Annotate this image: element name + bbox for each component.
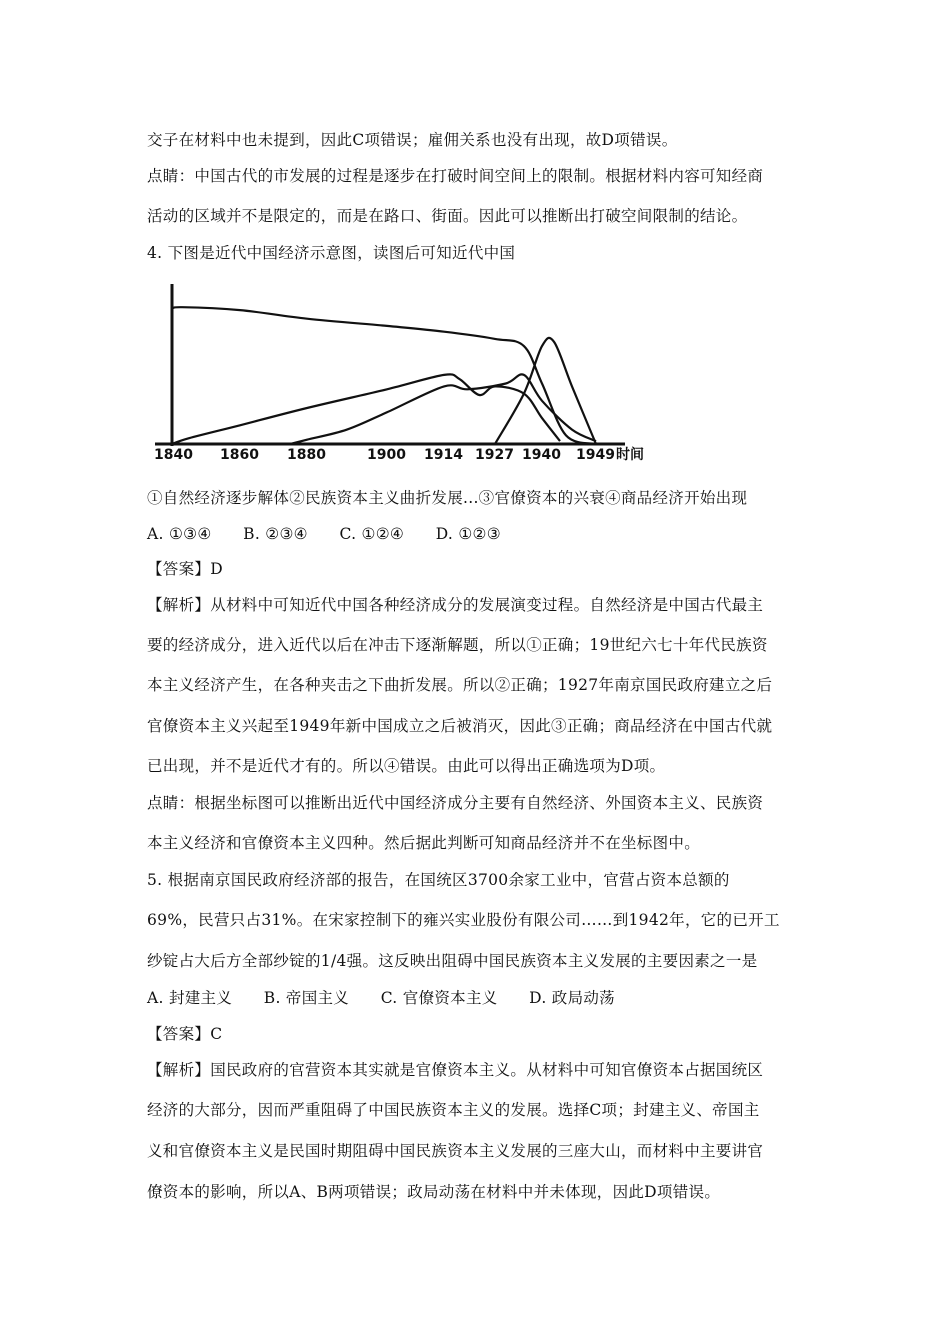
question-4-stem: 4. 下图是近代中国经济示意图，读图后可知近代中国 [147,244,516,262]
series-line-3 [290,374,596,444]
x-tick-label: 1860 [220,447,259,463]
analysis-text: 【解析】从材料中可知近代中国各种经济成分的发展演变过程。自然经济是中国古代最主 [147,596,764,614]
x-tick-label: 1949 [576,447,615,463]
analysis-text: 已出现，并不是近代才有的。所以④错误。由此可以得出正确选项为D项。 [147,757,666,775]
question-5-stem: 5. 根据南京国民政府经济部的报告，在国统区3700余家工业中，官营占资本总额的 [147,871,730,889]
text-line: 活动的区域并不是限定的，而是在路口、街面。因此可以推断出打破空间限制的结论。 [147,207,748,225]
question-4-statements: ①自然经济逐步解体②民族资本主义曲折发展...③官僚资本的兴衰④商品经济开始出现 [147,489,748,507]
series-line-1 [172,307,596,444]
text-line: 点睛：中国古代的市发展的过程是逐步在打破时间空间上的限制。根据材料内容可知经商 [147,167,764,185]
tip-text: 本主义经济和官僚资本主义四种。然后据此判断可知商品经济并不在坐标图中。 [147,834,701,852]
answer-label: 【答案】D [147,560,223,578]
x-tick-label: 1840 [154,447,193,463]
x-tick-label: 1940 [522,447,561,463]
analysis-text: 本主义经济产生，在各种夹击之下曲折发展。所以②正确；1927年南京国民政府建立之后 [147,676,773,694]
question-5-stem: 纱锭占大后方全部纱锭的1/4强。这反映出阻碍中国民族资本主义发展的主要因素之一是 [147,952,758,970]
x-tick-label: 1880 [287,447,326,463]
analysis-text: 官僚资本主义兴起至1949年新中国成立之后被消灭，因此③正确；商品经济在中国古代就 [147,717,773,735]
x-tick-label: 1900 [367,447,406,463]
analysis-text: 要的经济成分，进入近代以后在冲击下逐渐解题，所以①正确；19世纪六七十年代民族资 [147,636,768,654]
x-axis-label: 时间 [616,447,644,463]
x-tick-labels [154,447,615,463]
text-line: 交子在材料中也未提到，因此C项错误；雇佣关系也没有出现，故D项错误。 [147,131,678,149]
x-tick-label: 1927 [475,447,514,463]
analysis-text: 【解析】国民政府的官营资本其实就是官僚资本主义。从材料中可知官僚资本占据国统区 [147,1061,764,1079]
question-5-options: A. 封建主义 B. 帝国主义 C. 官僚资本主义 D. 政局动荡 [147,989,615,1007]
chart-curves [172,307,596,444]
question-5-stem: 69%，民营只占31%。在宋家控制下的雍兴实业股份有限公司……到1942年，它的已开工 [147,911,780,929]
analysis-text: 僚资本的影响，所以A、B两项错误；政局动荡在材料中并未体现，因此D项错误。 [147,1183,721,1201]
question-4-options: A. ①③④ B. ②③④ C. ①②④ D. ①②③ [147,525,501,543]
tip-text: 点睛：根据坐标图可以推断出近代中国经济成分主要有自然经济、外国资本主义、民族资 [147,794,764,812]
economy-chart [150,278,670,468]
x-tick-label: 1914 [424,447,463,463]
analysis-text: 经济的大部分，因而严重阻碍了中国民族资本主义的发展。选择C项；封建主义、帝国主 [147,1101,760,1119]
analysis-text: 义和官僚资本主义是民国时期阻碍中国民族资本主义发展的三座大山，而材料中主要讲官 [147,1142,764,1160]
answer-label: 【答案】C [147,1025,223,1043]
